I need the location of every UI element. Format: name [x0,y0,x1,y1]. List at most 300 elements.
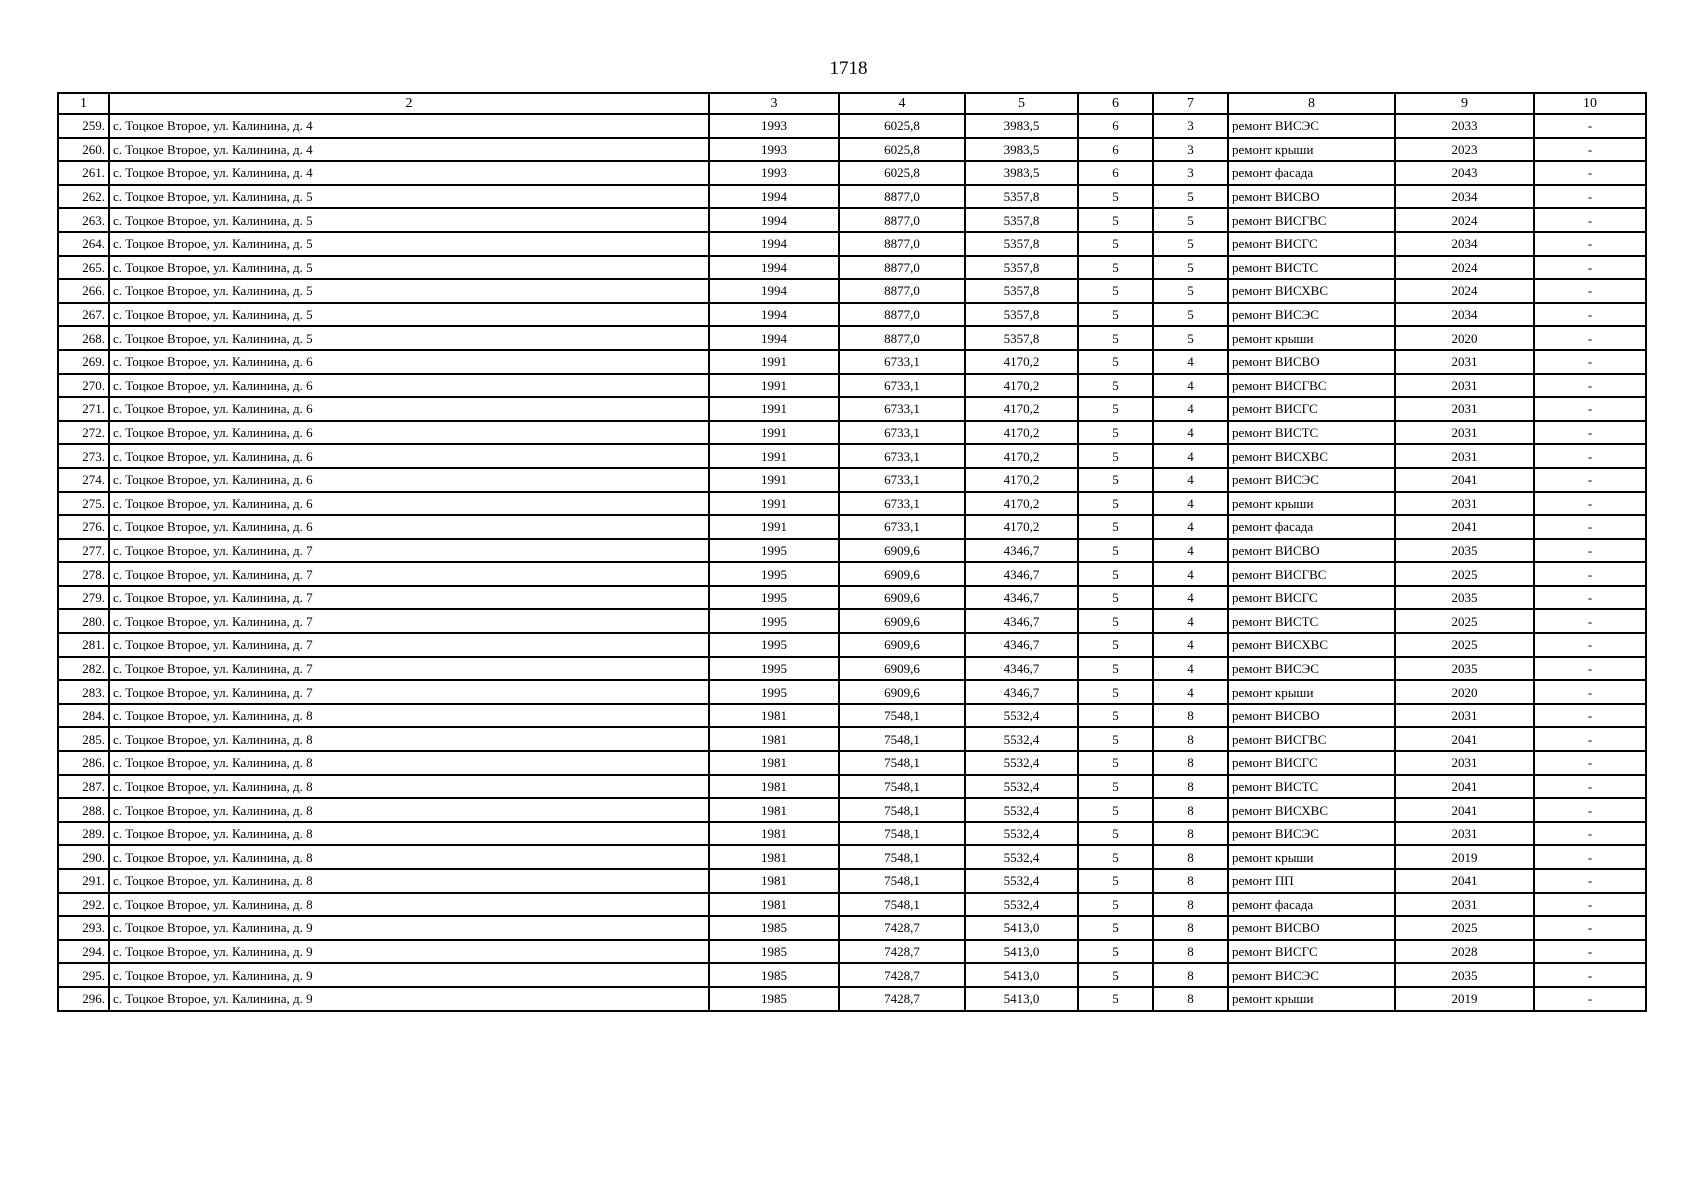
work-type-cell: ремонт ВИСВО [1228,916,1395,940]
year-cell: 1991 [709,350,839,374]
table-row [58,515,1646,539]
living-area-cell: 5413,0 [965,940,1078,964]
total-area-cell: 6909,6 [839,562,965,586]
living-area-cell: 5357,8 [965,256,1078,280]
floors-cell: 6 [1078,161,1153,185]
work-type-cell: ремонт фасада [1228,515,1395,539]
entrances-cell: 4 [1153,515,1228,539]
entrances-cell: 4 [1153,374,1228,398]
living-area-cell: 4170,2 [965,444,1078,468]
table-row [58,326,1646,350]
note-cell: - [1534,397,1646,421]
year-cell: 1981 [709,822,839,846]
living-area-cell: 5413,0 [965,916,1078,940]
row-number-cell: 263. [58,208,109,232]
living-area-cell: 3983,5 [965,161,1078,185]
total-area-cell: 7428,7 [839,963,965,987]
floors-cell: 5 [1078,256,1153,280]
planned-year-cell: 2031 [1395,822,1534,846]
planned-year-cell: 2041 [1395,869,1534,893]
address-cell: с. Тоцкое Второе, ул. Калинина, д. 7 [109,586,709,610]
floors-cell: 5 [1078,232,1153,256]
entrances-cell: 4 [1153,397,1228,421]
planned-year-cell: 2031 [1395,350,1534,374]
row-number-cell: 264. [58,232,109,256]
floors-cell: 6 [1078,114,1153,138]
work-type-cell: ремонт ВИСГВС [1228,727,1395,751]
planned-year-cell: 2025 [1395,562,1534,586]
planned-year-cell: 2041 [1395,798,1534,822]
table-row [58,539,1646,563]
work-type-cell: ремонт ВИСХВС [1228,798,1395,822]
row-number-cell: 275. [58,492,109,516]
floors-cell: 5 [1078,940,1153,964]
column-header: 7 [1153,93,1228,114]
total-area-cell: 6909,6 [839,633,965,657]
note-cell: - [1534,161,1646,185]
table-row [58,727,1646,751]
total-area-cell: 8877,0 [839,208,965,232]
planned-year-cell: 2031 [1395,421,1534,445]
entrances-cell: 4 [1153,350,1228,374]
floors-cell: 5 [1078,775,1153,799]
note-cell: - [1534,562,1646,586]
entrances-cell: 4 [1153,609,1228,633]
row-number-cell: 278. [58,562,109,586]
row-number-cell: 262. [58,185,109,209]
living-area-cell: 5413,0 [965,963,1078,987]
address-cell: с. Тоцкое Второе, ул. Калинина, д. 8 [109,893,709,917]
total-area-cell: 7548,1 [839,727,965,751]
total-area-cell: 7548,1 [839,893,965,917]
total-area-cell: 6025,8 [839,138,965,162]
table-row [58,468,1646,492]
row-number-cell: 295. [58,963,109,987]
table-row [58,114,1646,138]
row-number-cell: 286. [58,751,109,775]
planned-year-cell: 2041 [1395,727,1534,751]
row-number-cell: 273. [58,444,109,468]
note-cell: - [1534,279,1646,303]
living-area-cell: 3983,5 [965,114,1078,138]
note-cell: - [1534,421,1646,445]
row-number-cell: 265. [58,256,109,280]
work-type-cell: ремонт ВИСТС [1228,609,1395,633]
row-number-cell: 261. [58,161,109,185]
year-cell: 1993 [709,161,839,185]
planned-year-cell: 2031 [1395,751,1534,775]
year-cell: 1981 [709,845,839,869]
work-type-cell: ремонт ВИСЭС [1228,114,1395,138]
table-row [58,704,1646,728]
planned-year-cell: 2023 [1395,138,1534,162]
address-cell: с. Тоцкое Второе, ул. Калинина, д. 6 [109,397,709,421]
table-row [58,374,1646,398]
year-cell: 1993 [709,114,839,138]
year-cell: 1981 [709,704,839,728]
entrances-cell: 8 [1153,727,1228,751]
total-area-cell: 6733,1 [839,492,965,516]
table-row [58,633,1646,657]
entrances-cell: 5 [1153,232,1228,256]
floors-cell: 5 [1078,562,1153,586]
table-row [58,963,1646,987]
total-area-cell: 8877,0 [839,303,965,327]
living-area-cell: 5532,4 [965,822,1078,846]
planned-year-cell: 2031 [1395,444,1534,468]
floors-cell: 5 [1078,326,1153,350]
floors-cell: 5 [1078,822,1153,846]
living-area-cell: 4170,2 [965,350,1078,374]
row-number-cell: 296. [58,987,109,1011]
note-cell: - [1534,869,1646,893]
planned-year-cell: 2024 [1395,256,1534,280]
table-row [58,397,1646,421]
work-type-cell: ремонт ВИСВО [1228,539,1395,563]
work-type-cell: ремонт ВИСХВС [1228,633,1395,657]
living-area-cell: 5532,4 [965,704,1078,728]
year-cell: 1995 [709,609,839,633]
planned-year-cell: 2031 [1395,397,1534,421]
row-number-cell: 285. [58,727,109,751]
table-row [58,444,1646,468]
entrances-cell: 5 [1153,185,1228,209]
entrances-cell: 3 [1153,138,1228,162]
floors-cell: 5 [1078,468,1153,492]
note-cell: - [1534,845,1646,869]
column-header: 8 [1228,93,1395,114]
note-cell: - [1534,633,1646,657]
address-cell: с. Тоцкое Второе, ул. Калинина, д. 5 [109,326,709,350]
table-row [58,256,1646,280]
total-area-cell: 8877,0 [839,185,965,209]
planned-year-cell: 2031 [1395,704,1534,728]
living-area-cell: 3983,5 [965,138,1078,162]
living-area-cell: 4346,7 [965,609,1078,633]
floors-cell: 5 [1078,987,1153,1011]
planned-year-cell: 2041 [1395,468,1534,492]
entrances-cell: 4 [1153,468,1228,492]
column-header: 3 [709,93,839,114]
floors-cell: 6 [1078,138,1153,162]
note-cell: - [1534,822,1646,846]
total-area-cell: 7548,1 [839,775,965,799]
work-type-cell: ремонт ВИСТС [1228,256,1395,280]
note-cell: - [1534,916,1646,940]
table-row [58,208,1646,232]
column-header: 9 [1395,93,1534,114]
address-cell: с. Тоцкое Второе, ул. Калинина, д. 6 [109,468,709,492]
table-row [58,303,1646,327]
row-number-cell: 260. [58,138,109,162]
total-area-cell: 8877,0 [839,326,965,350]
address-cell: с. Тоцкое Второе, ул. Калинина, д. 6 [109,444,709,468]
table-row [58,609,1646,633]
entrances-cell: 4 [1153,492,1228,516]
note-cell: - [1534,751,1646,775]
total-area-cell: 6733,1 [839,421,965,445]
table-row [58,822,1646,846]
table-row [58,350,1646,374]
address-cell: с. Тоцкое Второе, ул. Калинина, д. 5 [109,303,709,327]
total-area-cell: 6733,1 [839,444,965,468]
row-number-cell: 283. [58,680,109,704]
entrances-cell: 8 [1153,916,1228,940]
entrances-cell: 5 [1153,326,1228,350]
living-area-cell: 5357,8 [965,279,1078,303]
entrances-cell: 8 [1153,845,1228,869]
floors-cell: 5 [1078,421,1153,445]
year-cell: 1995 [709,539,839,563]
year-cell: 1981 [709,893,839,917]
living-area-cell: 4346,7 [965,562,1078,586]
living-area-cell: 4346,7 [965,680,1078,704]
floors-cell: 5 [1078,751,1153,775]
entrances-cell: 5 [1153,208,1228,232]
address-cell: с. Тоцкое Второе, ул. Калинина, д. 6 [109,374,709,398]
address-cell: с. Тоцкое Второе, ул. Калинина, д. 9 [109,963,709,987]
entrances-cell: 8 [1153,751,1228,775]
row-number-cell: 294. [58,940,109,964]
total-area-cell: 6733,1 [839,515,965,539]
table-row [58,775,1646,799]
floors-cell: 5 [1078,869,1153,893]
year-cell: 1991 [709,374,839,398]
planned-year-cell: 2035 [1395,657,1534,681]
entrances-cell: 8 [1153,869,1228,893]
floors-cell: 5 [1078,893,1153,917]
address-cell: с. Тоцкое Второе, ул. Калинина, д. 8 [109,775,709,799]
note-cell: - [1534,609,1646,633]
year-cell: 1991 [709,492,839,516]
work-type-cell: ремонт ВИСГС [1228,751,1395,775]
address-cell: с. Тоцкое Второе, ул. Калинина, д. 7 [109,539,709,563]
entrances-cell: 5 [1153,303,1228,327]
total-area-cell: 6909,6 [839,586,965,610]
planned-year-cell: 2034 [1395,185,1534,209]
floors-cell: 5 [1078,680,1153,704]
floors-cell: 5 [1078,350,1153,374]
work-type-cell: ремонт крыши [1228,138,1395,162]
living-area-cell: 4170,2 [965,515,1078,539]
total-area-cell: 7548,1 [839,869,965,893]
work-type-cell: ремонт ВИСГВС [1228,208,1395,232]
planned-year-cell: 2035 [1395,539,1534,563]
living-area-cell: 5532,4 [965,798,1078,822]
planned-year-cell: 2031 [1395,893,1534,917]
row-number-cell: 274. [58,468,109,492]
year-cell: 1995 [709,562,839,586]
living-area-cell: 4170,2 [965,468,1078,492]
table-row [58,893,1646,917]
planned-year-cell: 2035 [1395,963,1534,987]
planned-year-cell: 2034 [1395,303,1534,327]
table-row [58,680,1646,704]
work-type-cell: ремонт ВИСЭС [1228,303,1395,327]
address-cell: с. Тоцкое Второе, ул. Калинина, д. 5 [109,208,709,232]
entrances-cell: 8 [1153,940,1228,964]
total-area-cell: 8877,0 [839,279,965,303]
planned-year-cell: 2031 [1395,492,1534,516]
planned-year-cell: 2041 [1395,775,1534,799]
year-cell: 1985 [709,987,839,1011]
address-cell: с. Тоцкое Второе, ул. Калинина, д. 7 [109,633,709,657]
address-cell: с. Тоцкое Второе, ул. Калинина, д. 9 [109,987,709,1011]
entrances-cell: 8 [1153,775,1228,799]
table-row [58,940,1646,964]
table-row [58,279,1646,303]
floors-cell: 5 [1078,916,1153,940]
note-cell: - [1534,586,1646,610]
total-area-cell: 6733,1 [839,468,965,492]
planned-year-cell: 2031 [1395,374,1534,398]
floors-cell: 5 [1078,633,1153,657]
address-cell: с. Тоцкое Второе, ул. Калинина, д. 9 [109,916,709,940]
note-cell: - [1534,303,1646,327]
year-cell: 1981 [709,798,839,822]
living-area-cell: 4346,7 [965,586,1078,610]
work-type-cell: ремонт ВИСВО [1228,350,1395,374]
note-cell: - [1534,940,1646,964]
living-area-cell: 4346,7 [965,633,1078,657]
row-number-cell: 277. [58,539,109,563]
row-number-cell: 272. [58,421,109,445]
planned-year-cell: 2025 [1395,916,1534,940]
living-area-cell: 5357,8 [965,326,1078,350]
entrances-cell: 8 [1153,963,1228,987]
row-number-cell: 267. [58,303,109,327]
work-type-cell: ремонт ВИСГВС [1228,562,1395,586]
total-area-cell: 6909,6 [839,609,965,633]
column-header: 4 [839,93,965,114]
note-cell: - [1534,963,1646,987]
address-cell: с. Тоцкое Второе, ул. Калинина, д. 8 [109,751,709,775]
address-cell: с. Тоцкое Второе, ул. Калинина, д. 7 [109,657,709,681]
planned-year-cell: 2028 [1395,940,1534,964]
row-number-cell: 282. [58,657,109,681]
entrances-cell: 8 [1153,798,1228,822]
floors-cell: 5 [1078,444,1153,468]
year-cell: 1991 [709,468,839,492]
total-area-cell: 7428,7 [839,916,965,940]
entrances-cell: 4 [1153,539,1228,563]
note-cell: - [1534,798,1646,822]
planned-year-cell: 2035 [1395,586,1534,610]
living-area-cell: 4170,2 [965,397,1078,421]
total-area-cell: 8877,0 [839,232,965,256]
note-cell: - [1534,185,1646,209]
note-cell: - [1534,350,1646,374]
address-cell: с. Тоцкое Второе, ул. Калинина, д. 7 [109,562,709,586]
year-cell: 1981 [709,869,839,893]
column-header: 6 [1078,93,1153,114]
address-cell: с. Тоцкое Второе, ул. Калинина, д. 9 [109,940,709,964]
address-cell: с. Тоцкое Второе, ул. Калинина, д. 5 [109,185,709,209]
total-area-cell: 6733,1 [839,397,965,421]
work-type-cell: ремонт фасада [1228,893,1395,917]
year-cell: 1994 [709,208,839,232]
work-type-cell: ремонт ВИСГВС [1228,374,1395,398]
planned-year-cell: 2019 [1395,987,1534,1011]
floors-cell: 5 [1078,609,1153,633]
row-number-cell: 288. [58,798,109,822]
planned-year-cell: 2020 [1395,326,1534,350]
living-area-cell: 5532,4 [965,775,1078,799]
floors-cell: 5 [1078,657,1153,681]
entrances-cell: 4 [1153,586,1228,610]
year-cell: 1991 [709,397,839,421]
table-row [58,185,1646,209]
work-type-cell: ремонт крыши [1228,492,1395,516]
year-cell: 1985 [709,940,839,964]
work-type-cell: ремонт ВИСВО [1228,704,1395,728]
row-number-cell: 289. [58,822,109,846]
table-row [58,798,1646,822]
living-area-cell: 5413,0 [965,987,1078,1011]
year-cell: 1995 [709,633,839,657]
planned-year-cell: 2043 [1395,161,1534,185]
living-area-cell: 5357,8 [965,208,1078,232]
planned-year-cell: 2033 [1395,114,1534,138]
work-type-cell: ремонт ВИСХВС [1228,444,1395,468]
floors-cell: 5 [1078,515,1153,539]
entrances-cell: 3 [1153,114,1228,138]
year-cell: 1994 [709,256,839,280]
table-row [58,751,1646,775]
floors-cell: 5 [1078,727,1153,751]
floors-cell: 5 [1078,963,1153,987]
note-cell: - [1534,492,1646,516]
note-cell: - [1534,326,1646,350]
work-type-cell: ремонт ВИСГС [1228,586,1395,610]
planned-year-cell: 2020 [1395,680,1534,704]
note-cell: - [1534,515,1646,539]
floors-cell: 5 [1078,208,1153,232]
year-cell: 1991 [709,421,839,445]
year-cell: 1995 [709,680,839,704]
work-type-cell: ремонт ВИСЭС [1228,822,1395,846]
living-area-cell: 4170,2 [965,374,1078,398]
living-area-cell: 5357,8 [965,232,1078,256]
note-cell: - [1534,256,1646,280]
column-header: 2 [109,93,709,114]
table-row [58,421,1646,445]
table-row [58,562,1646,586]
note-cell: - [1534,727,1646,751]
floors-cell: 5 [1078,397,1153,421]
living-area-cell: 4346,7 [965,657,1078,681]
table-row [58,161,1646,185]
year-cell: 1994 [709,185,839,209]
table-row [58,586,1646,610]
row-number-cell: 281. [58,633,109,657]
address-cell: с. Тоцкое Второе, ул. Калинина, д. 8 [109,822,709,846]
living-area-cell: 5532,4 [965,869,1078,893]
living-area-cell: 5357,8 [965,303,1078,327]
row-number-cell: 291. [58,869,109,893]
note-cell: - [1534,539,1646,563]
address-cell: с. Тоцкое Второе, ул. Калинина, д. 4 [109,138,709,162]
work-type-cell: ремонт ВИСГС [1228,232,1395,256]
floors-cell: 5 [1078,279,1153,303]
table-row [58,987,1646,1011]
address-cell: с. Тоцкое Второе, ул. Калинина, д. 5 [109,279,709,303]
year-cell: 1991 [709,444,839,468]
work-type-cell: ремонт ВИСТС [1228,421,1395,445]
total-area-cell: 8877,0 [839,256,965,280]
planned-year-cell: 2019 [1395,845,1534,869]
work-type-cell: ремонт крыши [1228,845,1395,869]
